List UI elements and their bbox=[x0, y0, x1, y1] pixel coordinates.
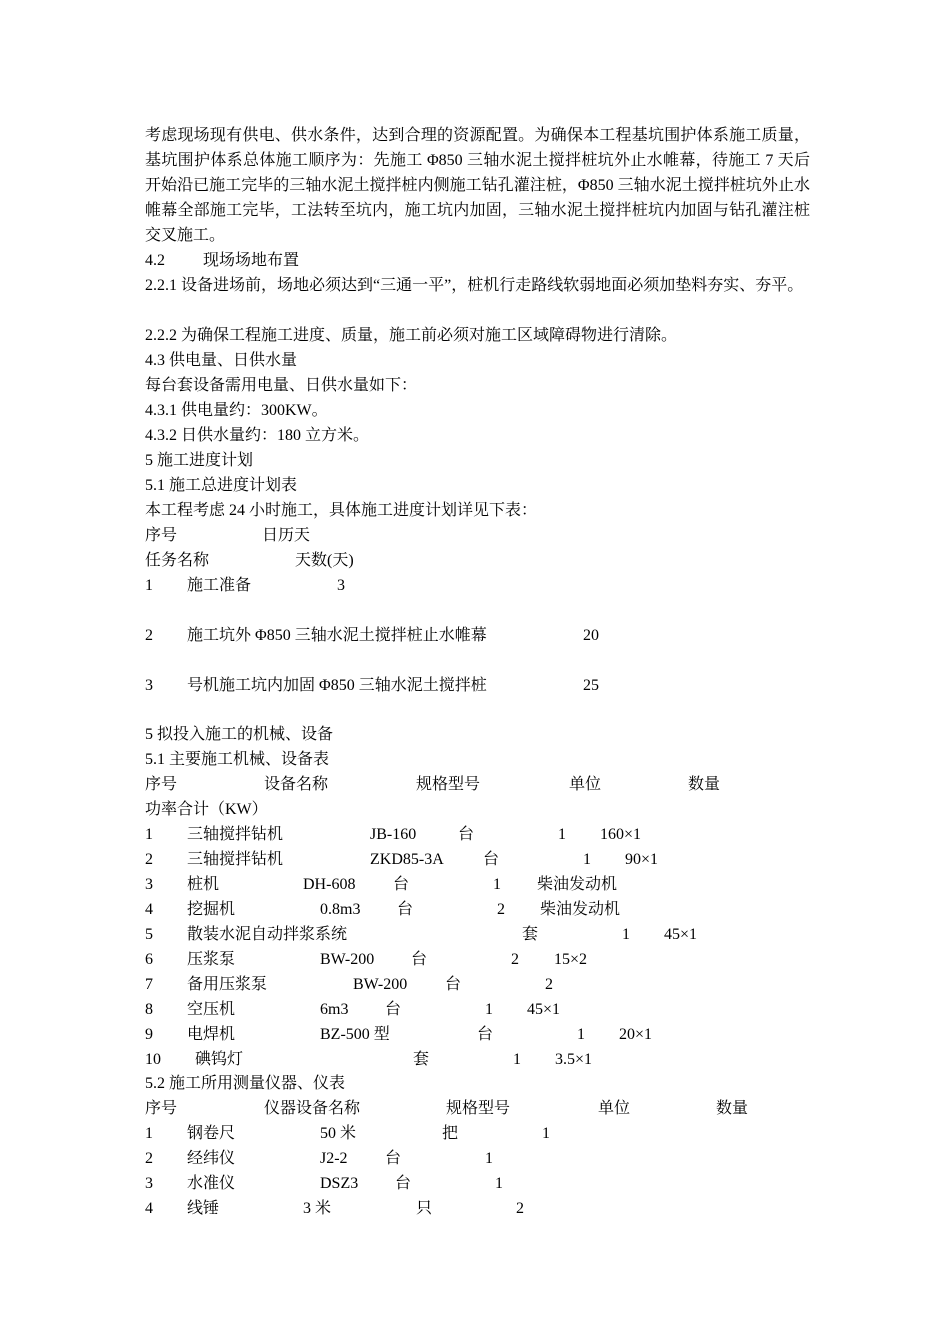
instruments-cell: 把 bbox=[442, 1125, 459, 1142]
equipment-cell: 碘钨灯 bbox=[195, 1051, 244, 1068]
equipment-cell: 三轴搅拌钻机 bbox=[187, 826, 284, 843]
equipment-cell: BZ-500 型 bbox=[320, 1026, 390, 1043]
equipment-header-cell: 数量 bbox=[688, 776, 721, 793]
instruments-header-cell: 序号 bbox=[145, 1100, 178, 1117]
item-4-3-1: 4.3.1 供电量约：300KW。 bbox=[145, 402, 328, 419]
instruments-cell: 2 bbox=[516, 1200, 524, 1217]
section-5-1-intro: 本工程考虑 24 小时施工，具体施工进度计划详见下表： bbox=[145, 502, 538, 519]
equipment-cell: 7 bbox=[145, 976, 153, 993]
instruments-header-cell: 仪器设备名称 bbox=[264, 1100, 361, 1117]
instruments-cell: 钢卷尺 bbox=[187, 1125, 236, 1142]
equipment-cell: 4 bbox=[145, 901, 153, 918]
equipment-cell: 6m3 bbox=[320, 1001, 349, 1018]
equipment-cell: 台 bbox=[411, 951, 428, 968]
intro-paragraph: 考虑现场现有供电、供水条件，达到合理的资源配置。为确保本工程基坑围护体系施工质量，基坑围护体系总体施工顺序为：先施工 Φ850 三轴水泥土搅拌桩坑外止水帷幕，待施工 7 天后开始沿已施工完毕的三轴水泥土搅拌桩内侧施工钻孔灌注桩，Φ850 三轴水泥土搅拌桩坑外止水帷幕全部施工完毕，工法转至坑内，施工坑内加固，三轴水泥土搅拌桩坑内加固与钻孔灌注桩交叉施工。 bbox=[145, 127, 810, 244]
instruments-header-cell: 规格型号 bbox=[446, 1100, 511, 1117]
equipment-cell: 20×1 bbox=[619, 1026, 653, 1043]
section-4-3-heading: 4.3 供电量、日供水量 bbox=[145, 352, 298, 369]
equipment-cell: 160×1 bbox=[600, 826, 642, 843]
equipment-header-cell: 功率合计（KW） bbox=[145, 801, 268, 818]
instruments-cell: 台 bbox=[395, 1175, 412, 1192]
equipment-cell: JB-160 bbox=[370, 826, 417, 843]
equipment-cell: 45×1 bbox=[664, 926, 698, 943]
equipment-cell: 台 bbox=[445, 976, 462, 993]
instruments-cell: 50 米 bbox=[320, 1125, 357, 1142]
equipment-cell: 套 bbox=[522, 926, 539, 943]
equipment-cell: 电焊机 bbox=[187, 1026, 236, 1043]
schedule-header-cell: 天数(天) bbox=[295, 552, 354, 569]
equipment-header-cell: 设备名称 bbox=[264, 776, 329, 793]
schedule-cell: 1 bbox=[145, 577, 153, 594]
section-4-3-intro: 每台套设备需用电量、日供水量如下： bbox=[145, 377, 418, 394]
instruments-cell: J2-2 bbox=[320, 1150, 348, 1167]
equipment-cell: 1 bbox=[485, 1001, 493, 1018]
equipment-cell: 90×1 bbox=[625, 851, 659, 868]
equipment-cell: 1 bbox=[583, 851, 591, 868]
equipment-cell: BW-200 bbox=[320, 951, 375, 968]
schedule-cell: 施工坑外 Φ850 三轴水泥土搅拌桩止水帷幕 bbox=[187, 627, 487, 644]
equipment-cell: 2 bbox=[511, 951, 519, 968]
schedule-cell: 2 bbox=[145, 627, 153, 644]
equipment-cell: 散装水泥自动拌浆系统 bbox=[187, 926, 348, 943]
equipment-cell: 3.5×1 bbox=[555, 1051, 593, 1068]
equipment-cell: 3 bbox=[145, 876, 153, 893]
section-5-heading: 5 施工进度计划 bbox=[145, 452, 254, 469]
schedule-cell: 20 bbox=[583, 627, 599, 644]
equipment-cell: 9 bbox=[145, 1026, 153, 1043]
section-5b-1-heading: 5.1 主要施工机械、设备表 bbox=[145, 751, 330, 768]
instruments-cell: 经纬仪 bbox=[187, 1150, 236, 1167]
schedule-cell: 号机施工坑内加固 Φ850 三轴水泥土搅拌桩 bbox=[187, 677, 487, 694]
paragraph-2-2-2: 2.2.2 为确保工程施工进度、质量，施工前必须对施工区域障碍物进行清除。 bbox=[145, 327, 678, 344]
instruments-cell: 台 bbox=[385, 1150, 402, 1167]
instruments-cell: 4 bbox=[145, 1200, 153, 1217]
equipment-cell: 台 bbox=[483, 851, 500, 868]
equipment-cell: 2 bbox=[545, 976, 553, 993]
section-5b-2-heading: 5.2 施工所用测量仪器、仪表 bbox=[145, 1075, 346, 1092]
equipment-cell: 空压机 bbox=[187, 1001, 236, 1018]
instruments-cell: 1 bbox=[495, 1175, 503, 1192]
equipment-cell: 6 bbox=[145, 951, 153, 968]
instruments-cell: 1 bbox=[542, 1125, 550, 1142]
schedule-header-cell: 序号 bbox=[145, 527, 178, 544]
section-5b-heading: 5 拟投入施工的机械、设备 bbox=[145, 726, 334, 743]
schedule-cell: 3 bbox=[145, 677, 153, 694]
equipment-cell: 桩机 bbox=[187, 876, 220, 893]
instruments-cell: 2 bbox=[145, 1150, 153, 1167]
schedule-cell: 施工准备 bbox=[187, 577, 252, 594]
equipment-cell: 柴油发动机 bbox=[540, 901, 621, 918]
equipment-header-cell: 规格型号 bbox=[416, 776, 481, 793]
instruments-cell: 3 bbox=[145, 1175, 153, 1192]
section-number: 4.2 bbox=[145, 252, 165, 269]
equipment-cell: 1 bbox=[558, 826, 566, 843]
equipment-cell: 1 bbox=[513, 1051, 521, 1068]
instruments-cell: 线锤 bbox=[187, 1200, 220, 1217]
section-5-1-heading: 5.1 施工总进度计划表 bbox=[145, 477, 298, 494]
equipment-cell: 2 bbox=[497, 901, 505, 918]
equipment-cell: 套 bbox=[413, 1051, 430, 1068]
equipment-cell: 台 bbox=[477, 1026, 494, 1043]
equipment-cell: 2 bbox=[145, 851, 153, 868]
schedule-header-cell: 日历天 bbox=[262, 527, 311, 544]
equipment-cell: 1 bbox=[577, 1026, 585, 1043]
schedule-cell: 25 bbox=[583, 677, 599, 694]
equipment-cell: 1 bbox=[622, 926, 630, 943]
paragraph-2-2-1: 2.2.1 设备进场前，场地必须达到“三通一平”，桩机行走路线软弱地面必须加垫料夯实、夯平。 bbox=[145, 277, 804, 294]
equipment-cell: 备用压浆泵 bbox=[187, 976, 268, 993]
equipment-cell: BW-200 bbox=[353, 976, 408, 993]
equipment-cell: DH-608 bbox=[303, 876, 356, 893]
equipment-cell: 1 bbox=[493, 876, 501, 893]
instruments-header-cell: 单位 bbox=[598, 1100, 631, 1117]
equipment-cell: 台 bbox=[397, 901, 414, 918]
equipment-cell: 压浆泵 bbox=[187, 951, 236, 968]
equipment-cell: ZKD85-3A bbox=[370, 851, 444, 868]
equipment-cell: 柴油发动机 bbox=[537, 876, 618, 893]
instruments-header-cell: 数量 bbox=[716, 1100, 749, 1117]
equipment-header-cell: 序号 bbox=[145, 776, 178, 793]
item-4-3-2: 4.3.2 日供水量约：180 立方米。 bbox=[145, 427, 370, 444]
equipment-cell: 15×2 bbox=[554, 951, 588, 968]
equipment-cell: 0.8m3 bbox=[320, 901, 361, 918]
equipment-header-cell: 单位 bbox=[569, 776, 602, 793]
section-4-2-heading bbox=[145, 248, 299, 273]
schedule-cell: 3 bbox=[337, 577, 345, 594]
equipment-cell: 5 bbox=[145, 926, 153, 943]
equipment-cell: 三轴搅拌钻机 bbox=[187, 851, 284, 868]
instruments-cell: 只 bbox=[416, 1200, 433, 1217]
equipment-cell: 台 bbox=[393, 876, 410, 893]
equipment-cell: 台 bbox=[458, 826, 475, 843]
equipment-cell: 台 bbox=[385, 1001, 402, 1018]
schedule-header-cell: 任务名称 bbox=[145, 552, 210, 569]
instruments-cell: 1 bbox=[485, 1150, 493, 1167]
instruments-cell: 水准仪 bbox=[187, 1175, 236, 1192]
equipment-cell: 8 bbox=[145, 1001, 153, 1018]
instruments-cell: 3 米 bbox=[303, 1200, 332, 1217]
section-title: 现场场地布置 bbox=[203, 252, 300, 269]
equipment-cell: 10 bbox=[145, 1051, 161, 1068]
instruments-cell: DSZ3 bbox=[320, 1175, 359, 1192]
equipment-cell: 45×1 bbox=[527, 1001, 561, 1018]
equipment-cell: 1 bbox=[145, 826, 153, 843]
instruments-cell: 1 bbox=[145, 1125, 153, 1142]
equipment-cell: 挖掘机 bbox=[187, 901, 236, 918]
